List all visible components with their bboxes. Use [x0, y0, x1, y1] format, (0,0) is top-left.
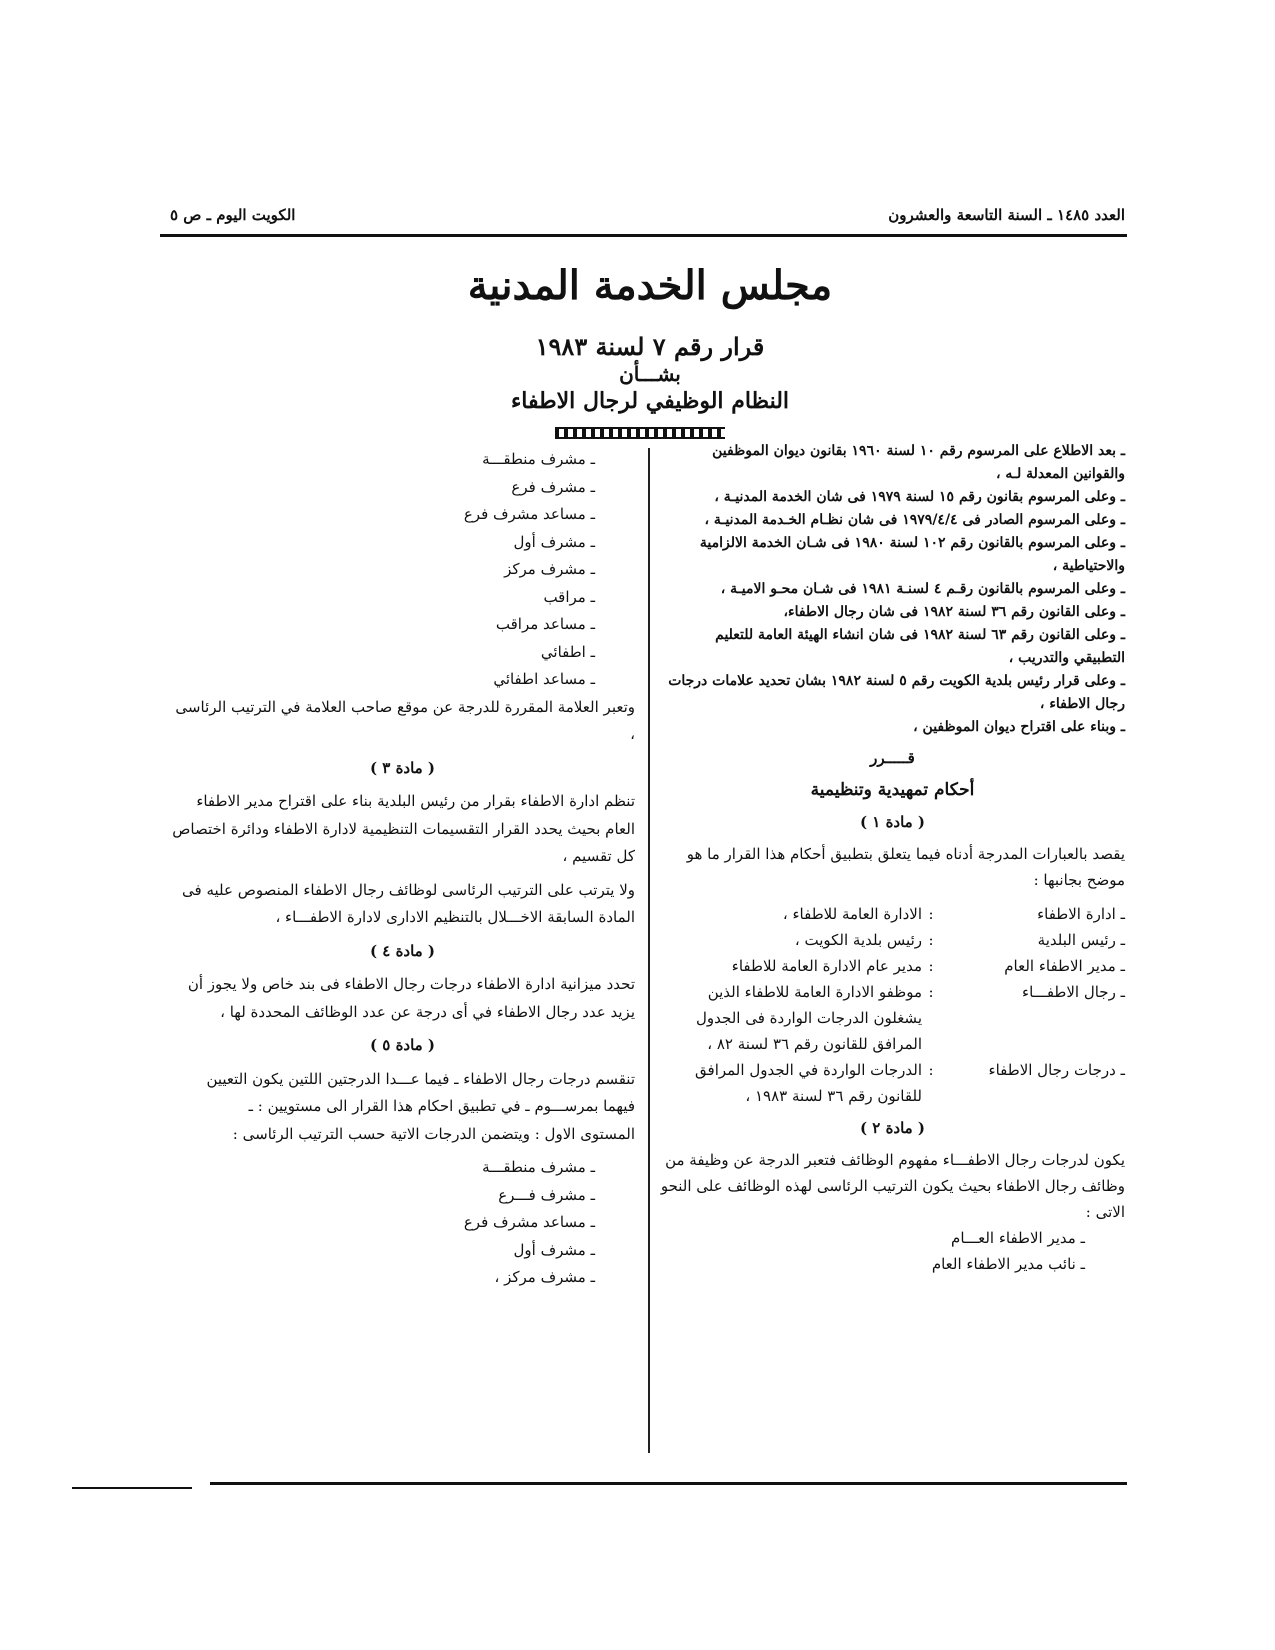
article-4-text: تحدد ميزانية ادارة الاطفاء درجات رجال الاطفاء فى بند خاص ولا يجوز أن يزيد عدد رجال الاطفاء في أى درجة عن عدد الوظائف المحددة لها ،	[187, 975, 635, 1021]
title-ornament	[555, 427, 725, 439]
list-item: ـ مشرف مركز	[504, 560, 595, 578]
list-item: ـ مشرف منطقـــة	[482, 450, 595, 468]
article-2-heading: ( مادة ٢ )	[859, 1119, 926, 1137]
list-item: ـ مدير الاطفاء العـــام	[951, 1229, 1085, 1247]
regarding-label: بشـــأن	[619, 362, 681, 386]
definition-row: ـ درجات رجال الاطفاء : الدرجات الواردة في الجدول المرافق للقانون رقم ٣٦ لسنة ١٩٨٣ ،	[660, 1057, 1125, 1109]
list-item: ـ مشرف مركز ،	[494, 1268, 595, 1286]
left-column	[170, 446, 635, 1292]
list-item: ـ مساعد مشرف فرع	[463, 505, 595, 523]
header-rule	[160, 234, 1127, 237]
list-item: ـ نائب مدير الاطفاء العام	[931, 1255, 1085, 1273]
preamble-item: ـ وعلى المرسوم بقانون رقم ١٥ لسنة ١٩٧٩ فى شان الخدمة المدنيـة ،	[714, 489, 1125, 505]
article-5-level-1: المستوى الاول : ويتضمن الدرجات الاتية حسب الترتيب الرئاسى :	[232, 1124, 635, 1143]
grades-list-bottom	[170, 1154, 635, 1292]
agency-title: مجلس الخدمة المدنية	[467, 262, 833, 309]
article-3-paragraph: ولا يترتب على الترتيب الرئاسى لوظائف رجال الاطفاء المنصوص عليه فى المادة السابقة الاخـــلال بالتنظيم الادارى لادارة الاطفـــاء ،	[182, 880, 635, 926]
list-item: ـ اطفائي	[540, 642, 595, 661]
definition-row: ـ رجال الاطفـــاء : موظفو الادارة العامة للاطفاء الذين يشغلون الدرجات الواردة فى الجدول المرافق للقانون رقم ٣٦ لسنة ٨٢ ،	[660, 979, 1125, 1057]
preamble-item: ـ وعلى القانون رقم ٦٣ لسنة ١٩٨٢ فى شان انشاء الهيئة العامة للتعليم التطبيقي والتدريب ،	[715, 627, 1125, 666]
preamble-item: ـ وعلى المرسوم الصادر فى ١٩٧٩/٤/٤ فى شان نظـام الخـدمة المدنيـة ،	[704, 512, 1125, 528]
article-5-text: تنقسم درجات رجال الاطفاء ـ فيما عـــدا الدرجتين اللتين يكون التعيين فيهما بمرســـوم ـ في تطبيق احكام هذا القرار الى مستويين : ـ	[206, 1069, 635, 1115]
preamble-item: ـ وعلى المرسوم بالقانون رقم ١٠٢ لسنة ١٩٨٠ فى شـان الخدمة الالزامية والاحتياطية ،	[699, 535, 1125, 574]
article-3-heading: ( مادة ٣ )	[369, 758, 436, 777]
definition-term: ـ رئيس البلدية	[1037, 931, 1125, 949]
definition-row: ـ مدير الاطفاء العام : مدير عام الادارة العامة للاطفاء	[660, 953, 1125, 979]
article-1-heading: ( مادة ١ )	[859, 813, 926, 831]
column-divider	[648, 448, 650, 1453]
definition-term: ـ درجات رجال الاطفاء	[988, 1061, 1125, 1079]
definition-value: الدرجات الواردة في الجدول المرافق للقانون رقم ٣٦ لسنة ١٩٨٣ ،	[695, 1061, 922, 1105]
footer-rule-left	[72, 1487, 192, 1489]
definition-term: ـ رجال الاطفـــاء	[1022, 983, 1125, 1001]
decision-title: قرار رقم ٧ لسنة ١٩٨٣	[535, 332, 765, 361]
preamble-item: ـ وبناء على اقتراح ديوان الموظفين ،	[913, 719, 1125, 735]
definition-term: ـ مدير الاطفاء العام	[1004, 957, 1125, 975]
article-3-paragraph: تنظم ادارة الاطفاء بقرار من رئيس البلدية بناء على اقتراح مدير الاطفاء العام بحيث يحدد القرار التقسيمات التنظيمية لادارة الاطفاء ودائرة اختصاص كل تقسيم ،	[172, 792, 635, 865]
article-5-heading: ( مادة ٥ )	[369, 1036, 436, 1054]
list-item: ـ مراقب	[543, 587, 595, 606]
definition-row: ـ رئيس البلدية : رئيس بلدية الكويت ،	[660, 927, 1125, 953]
article-1-intro: يقصد بالعبارات المدرجة أدناه فيما يتعلق بتطبيق أحكام هذا القرار ما هو موضح بجانبها :	[686, 845, 1125, 889]
list-item: ـ مساعد مراقب	[495, 615, 595, 633]
article-4-heading: ( مادة ٤ )	[369, 941, 436, 960]
subject-title: النظام الوظيفي لرجال الاطفاء	[510, 388, 790, 414]
list-item: ـ مشرف فرع	[511, 477, 595, 496]
definition-value: الادارة العامة للاطفاء ،	[782, 905, 922, 923]
preamble-item: ـ وعلى قرار رئيس بلدية الكويت رقم ٥ لسنة ١٩٨٢ بشان تحديد علامات درجات رجال الاطفاء ،	[668, 673, 1125, 712]
list-item: ـ مساعد مشرف فرع	[463, 1213, 595, 1231]
list-item: ـ مشرف أول	[513, 532, 595, 551]
definition-term: ـ ادارة الاطفاء	[1037, 905, 1125, 923]
list-item: ـ مساعد اطفائي	[493, 670, 595, 688]
decides-label: قـــــرر	[870, 749, 915, 767]
header-page-label: الكويت اليوم ـ ص ٥	[170, 206, 296, 224]
definition-row: ـ ادارة الاطفاء : الادارة العامة للاطفاء ،	[660, 901, 1125, 927]
definition-value: مدير عام الادارة العامة للاطفاء	[731, 957, 922, 975]
article-2-text: يكون لدرجات رجال الاطفـــاء مفهوم الوظائف فتعبر الدرجة عن وظيفة من وظائف رجال الاطفاء بحيث يكون الترتيب الرئاسى لهذه الوظائف على النحو الاتى :	[660, 1151, 1125, 1221]
definitions-list	[660, 901, 1125, 1109]
definition-value: موظفو الادارة العامة للاطفاء الذين يشغلون الدرجات الواردة فى الجدول المرافق للقانون رقم ٣٦ لسنة ٨٢ ،	[696, 983, 922, 1053]
list-item: ـ مشرف منطقـــة	[482, 1158, 595, 1176]
right-column	[660, 440, 1125, 1277]
marks-text: وتعبر العلامة المقررة للدرجة عن موقع صاحب العلامة في الترتيب الرئاسى ،	[175, 697, 635, 743]
preamble-item: ـ بعد الاطلاع على المرسوم رقم ١٠ لسنة ١٩٦٠ بقانون ديوان الموظفين والقوانين المعدلة لـه ،	[712, 443, 1125, 482]
section-heading: أحكام تمهيدية وتنظيمية	[810, 780, 975, 800]
footer-rule-right	[210, 1482, 1127, 1485]
preamble	[660, 440, 1125, 739]
list-item: ـ مشرف فـــرع	[498, 1185, 595, 1204]
grades-list-top	[170, 446, 635, 694]
preamble-item: ـ وعلى المرسوم بالقانون رقـم ٤ لسنـة ١٩٨١ فى شـان محـو الاميـة ،	[720, 581, 1125, 597]
definition-value: رئيس بلدية الكويت ،	[794, 931, 922, 949]
header-issue-number: العدد ١٤٨٥ ـ السنة التاسعة والعشرون	[888, 206, 1125, 224]
list-item: ـ مشرف أول	[513, 1240, 595, 1259]
preamble-item: ـ وعلى القانون رقم ٣٦ لسنة ١٩٨٢ فى شان رجال الاطفاء،	[783, 604, 1125, 620]
